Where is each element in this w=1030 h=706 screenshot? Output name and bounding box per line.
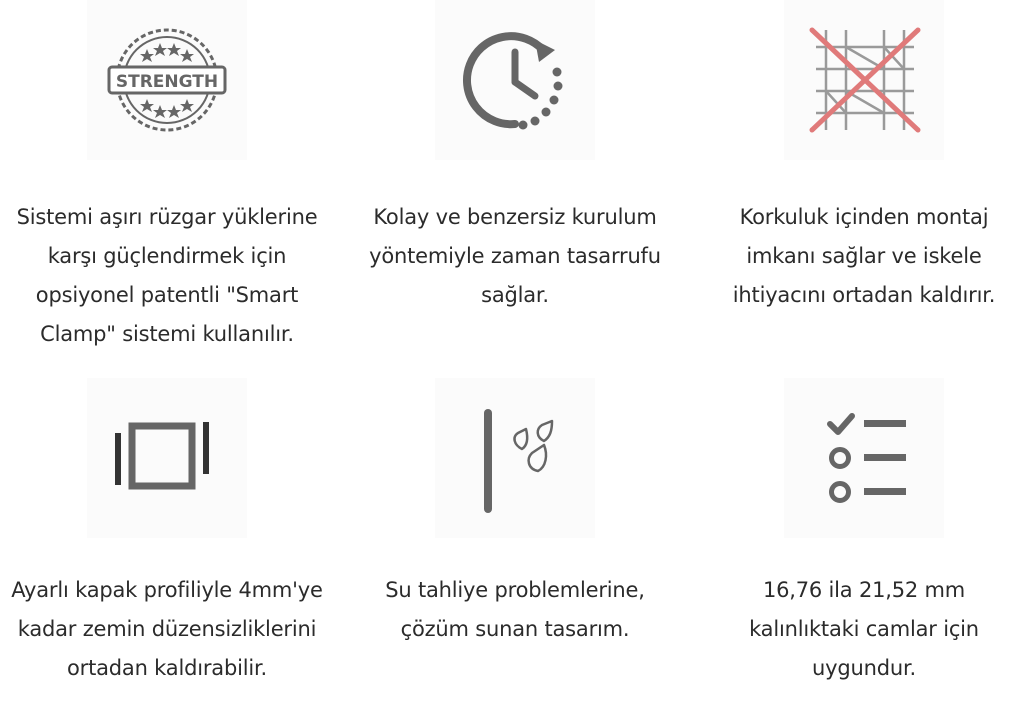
caption-line: Korkuluk içinden montaj: [739, 205, 989, 229]
caption-line: ihtiyacını ortadan kaldırır.: [732, 283, 996, 307]
caption-line: ortadan kaldırabilir.: [67, 656, 267, 680]
caption-line: karşı güçlendirmek için: [47, 244, 287, 268]
feature-caption: [345, 198, 685, 315]
water-drainage-icon: [435, 378, 595, 538]
feature-easy-installation: [345, 0, 685, 315]
feature-glass-thickness: [694, 378, 1030, 688]
caption-line: opsiyonel patentli "Smart: [35, 283, 299, 307]
adjustable-profile-icon: [87, 378, 247, 538]
caption-line: 16,76 ila 21,52 mm: [762, 578, 966, 602]
clock-time-saving-icon: [435, 0, 595, 160]
caption-line: sağlar.: [481, 283, 549, 307]
feature-no-scaffolding: [694, 0, 1030, 315]
checklist-icon: [784, 378, 944, 538]
feature-caption: [345, 571, 685, 649]
feature-adjustable-profile: [0, 378, 337, 688]
caption-line: imkanı sağlar ve iskele: [746, 244, 982, 268]
strength-badge-icon: [87, 0, 247, 160]
no-scaffolding-icon: [784, 0, 944, 160]
feature-caption: [694, 198, 1030, 315]
caption-line: çözüm sunan tasarım.: [400, 617, 630, 641]
feature-caption: [0, 571, 337, 688]
caption-line: kalınlıktaki camlar için: [749, 617, 979, 641]
feature-water-drainage: [345, 378, 685, 649]
caption-line: Su tahliye problemlerine,: [385, 578, 645, 602]
feature-caption: [0, 198, 337, 354]
feature-caption: [694, 571, 1030, 688]
caption-line: Kolay ve benzersiz kurulum: [373, 205, 657, 229]
svg-text:STRENGTH: STRENGTH: [115, 72, 219, 92]
caption-line: kadar zemin düzensizliklerini: [17, 617, 317, 641]
caption-line: uygundur.: [812, 656, 916, 680]
caption-line: Ayarlı kapak profiliyle 4mm'ye: [11, 578, 323, 602]
caption-line: yöntemiyle zaman tasarrufu: [369, 244, 661, 268]
feature-smart-clamp: [0, 0, 337, 354]
caption-line: Sistemi aşırı rüzgar yüklerine: [16, 205, 318, 229]
caption-line: Clamp" sistemi kullanılır.: [40, 322, 294, 346]
